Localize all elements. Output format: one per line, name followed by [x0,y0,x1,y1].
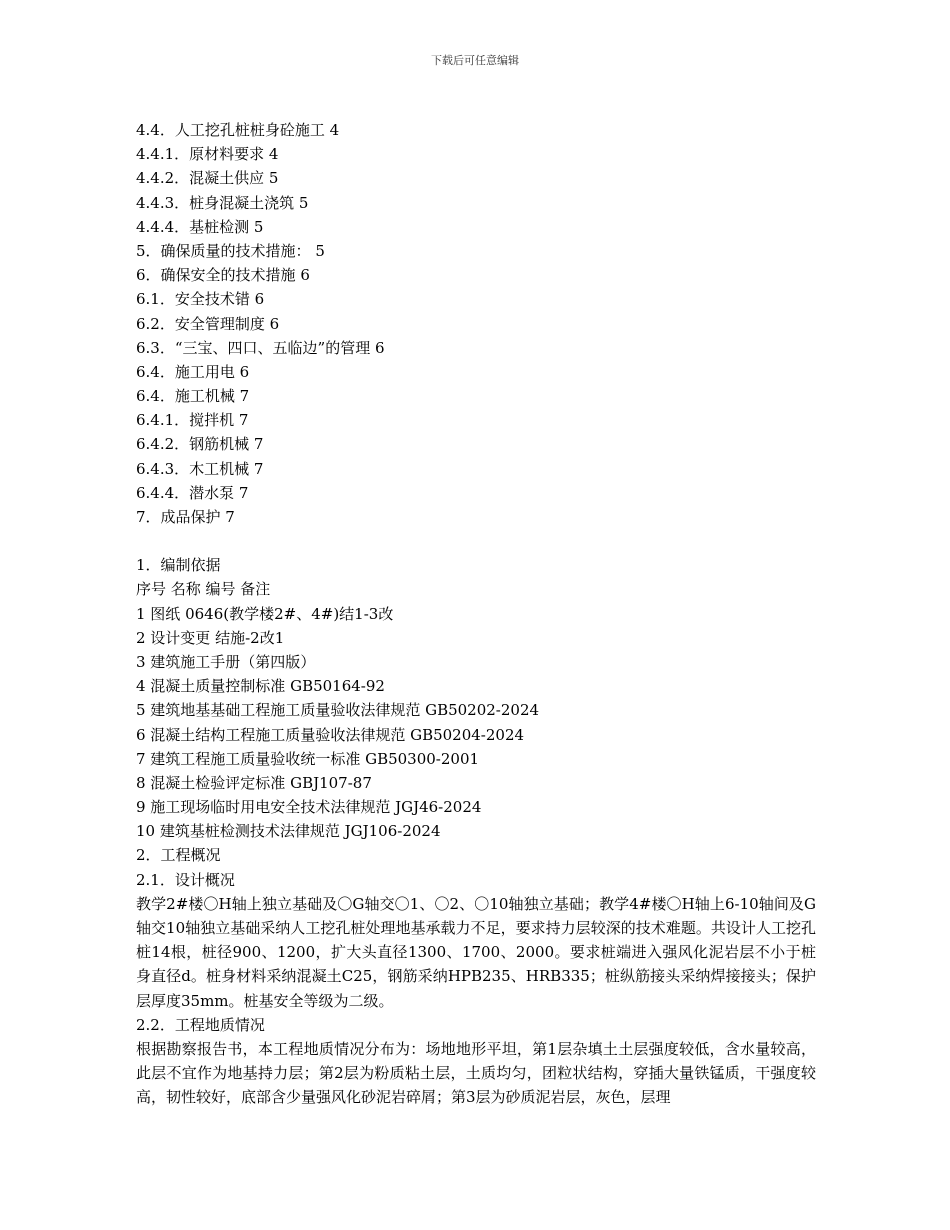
toc-item[interactable]: 4.4.1．原材料要求 4 [136,145,279,164]
reference-row: 2 设计变更 结施-2改1 [136,628,285,647]
design-overview-paragraph: 教学2#楼〇H轴上独立基础及〇G轴交〇1、〇2、〇10轴独立基础；教学4#楼〇H轴上6-10轴间及G轴交10轴独立基础采纳人工挖孔桩处理地基承载力不足，要求持力层较深的技术难题。共设计人工挖孔桩14根，桩径900、1200，扩大头直径1300、1700、2000。要求桩端进入强风化泥岩层不小于桩身直径d。桩身材料采纳混凝土C25，钢筋采纳HPB235、HRB335；桩纵筋接头采纳焊接接头；保护层厚度35mm。桩基安全等级为二级。 [136,894,816,1010]
reference-row: 1 图纸 0646(教学楼2#、4#)结1-3改 [136,604,394,623]
section-overview [136,843,816,1133]
toc-item[interactable]: 4.4．人工挖孔桩桩身砼施工 4 [136,121,340,139]
reference-row: 4 混凝土质量控制标准 GB50164-92 [136,677,385,696]
reference-row: 9 施工现场临时用电安全技术法律规范 JGJ46-2024 [136,798,482,817]
table-of-contents [136,118,816,529]
toc-item[interactable]: 6.4.2．钢筋机械 7 [136,435,264,454]
toc-item[interactable]: 5．确保质量的技术措施： 5 [136,241,325,260]
toc-item[interactable]: 4.4.3．桩身混凝土浇筑 5 [136,193,309,212]
page-header: 下载后可任意编辑 [431,54,519,67]
section-heading: 2．工程概况 [136,846,221,865]
subsection-heading: 2.2．工程地质情况 [136,1015,265,1034]
toc-item[interactable]: 6．确保安全的技术措施 6 [136,266,310,285]
geology-paragraph: 根据勘察报告书，本工程地质情况分布为：场地地形平坦，第1层杂填土土层强度较低，含水量较高，此层不宜作为地基持力层；第2层为粉质粘土层，土质均匀，团粒状结构，穿插大量铁锰质，干强度较高，韧性较好，底部含少量强风化砂泥岩碎屑；第3层为砂质泥岩层，灰色，层理 [136,1040,816,1107]
toc-item[interactable]: 6.4.1．搅拌机 7 [136,411,249,430]
reference-row: 7 建筑工程施工质量验收统一标准 GB50300-2001 [136,749,480,768]
toc-item[interactable]: 6.4.4．潜水泵 7 [136,483,249,502]
subsection-heading: 2.1．设计概况 [136,870,235,889]
section-heading: 1．编制依据 [136,556,221,575]
toc-item[interactable]: 4.4.2．混凝土供应 5 [136,169,279,188]
section-basis [136,553,816,843]
reference-row: 10 建筑基桩检测技术法律规范 JGJ106-2024 [136,822,441,841]
reference-row: 3 建筑施工手册（第四版） [136,652,316,671]
reference-table-header: 序号 名称 编号 备注 [136,580,271,599]
toc-item[interactable]: 6.4．施工用电 6 [136,362,250,381]
document-body [136,118,816,1134]
toc-item[interactable]: 6.4.3．木工机械 7 [136,459,264,478]
toc-item[interactable]: 7．成品保护 7 [136,508,235,526]
toc-item[interactable]: 4.4.4．基桩检测 5 [136,217,264,236]
toc-item[interactable]: 6.3．“三宝、四口、五临边”的管理 6 [136,338,385,357]
blank-line [136,529,816,553]
toc-item[interactable]: 6.1．安全技术错 6 [136,290,265,309]
reference-row: 8 混凝土检验评定标准 GBJ107-87 [136,773,372,792]
reference-row: 5 建筑地基基础工程施工质量验收法律规范 GB50202-2024 [136,701,540,720]
toc-item[interactable]: 6.2．安全管理制度 6 [136,314,280,333]
reference-row: 6 混凝土结构工程施工质量验收法律规范 GB50204-2024 [136,725,525,744]
toc-item[interactable]: 6.4．施工机械 7 [136,387,250,406]
